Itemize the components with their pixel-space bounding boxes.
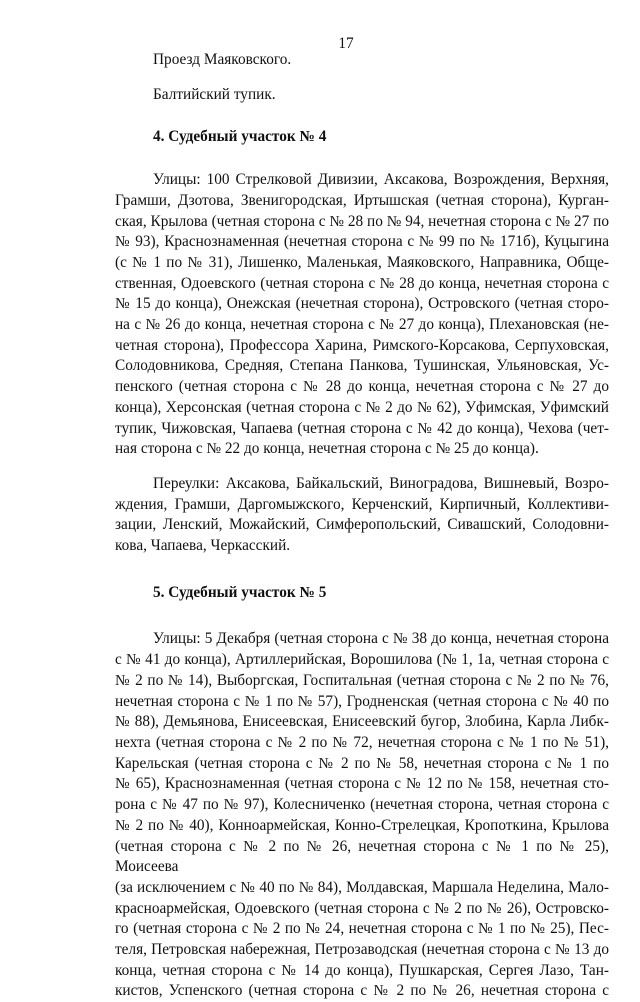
section-5-streets-line: кистов, Успенского (четная сторона с № 2 по № 26, нечетная сторона с xyxy=(115,982,609,1000)
section-5-streets-line: нехта (четная сторона с № 2 по № 72, нечетная сторона с № 1 по № 51), xyxy=(115,733,609,751)
section-5-streets-line: № 2 по № 14), Выборгская, Госпитальная (четная сторона с № 2 по № 76, xyxy=(115,671,609,689)
section-5-streets-line: рона с № 47 по № 97), Колесниченко (нечетная сторона, четная сторона с xyxy=(115,796,609,814)
section-5-streets-line: Карельская (четная сторона с № 2 по № 58, нечетная сторона с № 1 по xyxy=(115,754,609,772)
section-5-streets-line: красноармейская, Одоевского (четная сторона с № 2 по № 26), Островско- xyxy=(115,899,609,917)
section-4-lanes-paragraph xyxy=(115,474,609,557)
section-4-lanes-line: ждения, Грамши, Даргомыжского, Керченский, Кирпичный, Коллективи- xyxy=(115,495,609,513)
section-4-streets-paragraph xyxy=(115,170,609,460)
section-5-streets-line: теля, Петровская набережная, Петрозаводская (нечетная сторона с № 13 до xyxy=(115,941,609,959)
section-4-lanes-line: кова, Чапаева, Черкасский. xyxy=(115,537,291,555)
intro-line-2: Балтийский тупик. xyxy=(153,85,276,103)
section-4-streets-line: пенского (четная сторона с № 28 до конца, нечетная сторона с № 27 до xyxy=(115,378,609,396)
section-5-streets-line: (четная сторона с № 2 по № 26, нечетная сторона с № 1 по № 25), Моисеева xyxy=(115,837,609,876)
section-5-heading: 5. Судебный участок № 5 xyxy=(153,583,327,601)
section-4-streets-line: тупик, Чижовская, Чапаева (четная сторона с № 42 до конца), Чехова (чет- xyxy=(115,419,609,437)
section-5-streets-line: нечетная сторона с № 1 по № 57), Гродненская (четная сторона с № 40 по xyxy=(115,692,609,710)
section-4-streets-line: ная сторона с № 22 до конца, нечетная сторона с № 25 до конца). xyxy=(115,440,539,458)
page-content xyxy=(115,50,609,1002)
section-5-streets-line: конца, четная сторона с № 14 до конца), Пушкарская, Сергея Лазо, Тан- xyxy=(115,961,609,979)
section-4-streets-line: ская, Крылова (четная сторона с № 28 по № 94, нечетная сторона с № 27 по xyxy=(115,212,609,230)
section-5-streets-paragraph xyxy=(115,629,609,1002)
section-5-streets-line: № 88), Демьянова, Енисеевская, Енисеевский бугор, Злобина, Карла Либк- xyxy=(115,713,609,731)
section-4-streets-line: № 93), Краснознаменная (нечетная сторона с № 99 по № 171б), Куцыгина xyxy=(115,233,609,251)
section-4-streets-line: (с № 1 по № 31), Лишенко, Маленькая, Маяковского, Направника, Обще- xyxy=(115,253,609,271)
section-5-streets-line: с № 41 до конца), Артиллерийская, Ворошилова (№ 1, 1а, четная сторона с xyxy=(115,651,609,669)
section-4-streets-line: ственная, Одоевского (четная сторона с № 28 до конца, нечетная сторона с xyxy=(115,274,609,292)
intro-line-1: Проезд Маяковского. xyxy=(153,51,292,68)
section-4-heading: 4. Судебный участок № 4 xyxy=(153,128,327,146)
section-5-streets-line: № 65), Краснознаменная (четная сторона с № 12 по № 158, нечетная сто- xyxy=(115,775,609,793)
section-4-streets-line: на с № 26 до конца, нечетная сторона с № 27 до конца), Плехановская (не- xyxy=(115,316,609,334)
section-4-lanes-line: Переулки: Аксакова, Байкальский, Виноградова, Вишневый, Возро- xyxy=(153,474,609,492)
section-4-streets-line: четная сторона), Профессора Харина, Римского-Корсакова, Серпуховская, xyxy=(115,336,609,354)
section-5-streets-line: Улицы: 5 Декабря (четная сторона с № 38 до конца, нечетная сторона xyxy=(153,630,609,648)
section-5-streets-line: го (четная сторона с № 2 по № 24, нечетная сторона с № 1 по № 25), Пес- xyxy=(115,920,609,938)
section-4-streets-line: Солодовникова, Средняя, Степана Панкова, Тушинская, Ульяновская, Ус- xyxy=(115,357,609,375)
section-4-streets-line: Улицы: 100 Стрелковой Дивизии, Аксакова, Возрождения, Верхняя, xyxy=(153,171,609,189)
section-5-streets-line: № 2 по № 40), Конноармейская, Конно-Стрелецкая, Кропоткина, Крылова xyxy=(115,816,609,834)
section-5-streets-line: (за исключением с № 40 по № 84), Молдавская, Маршала Неделина, Мало- xyxy=(115,878,609,896)
section-4-streets-line: Грамши, Дзотова, Звенигородская, Иртышская (четная сторона), Курган- xyxy=(115,191,609,209)
section-4-streets-line: № 15 до конца), Онежская (нечетная сторона), Островского (четная сторо- xyxy=(115,295,609,313)
section-4-lanes-line: зации, Ленский, Можайский, Симферопольский, Сивашский, Солодовни- xyxy=(115,516,609,534)
section-4-streets-line: конца), Херсонская (четная сторона с № 2 до № 62), Уфимская, Уфимский xyxy=(115,398,609,416)
page-number: 17 xyxy=(338,35,354,52)
